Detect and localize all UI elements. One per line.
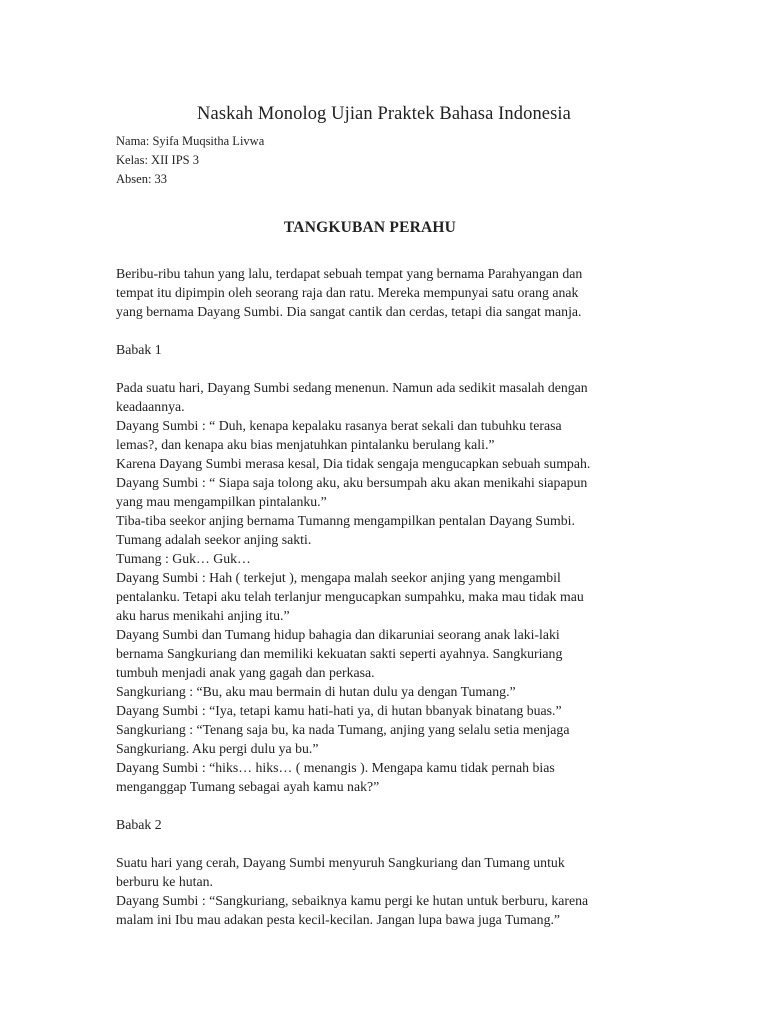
text-line: menganggap Tumang sebagai ayah kamu nak?” — [116, 779, 380, 794]
text-line: berburu ke hutan. — [116, 874, 213, 889]
text-line: Beribu-ribu tahun yang lalu, terdapat sebuah tempat yang bernama Parahyangan dan — [116, 266, 583, 281]
student-class: Kelas: XII IPS 3 — [116, 153, 199, 167]
text-line: pentalanku. Tetapi aku telah terlanjur mengucapkan sumpahku, maka mau tidak mau — [116, 589, 584, 604]
text-line: malam ini Ibu mau adakan pesta kecil-kecilan. Jangan lupa bawa juga Tumang.” — [116, 912, 561, 927]
text-line: Pada suatu hari, Dayang Sumbi sedang menenun. Namun ada sedikit masalah dengan — [116, 380, 588, 395]
text-line: lemas?, dan kenapa aku bias menjatuhkan pintalanku berulang kali.” — [116, 437, 495, 452]
text-line: Dayang Sumbi : Hah ( terkejut ), mengapa malah seekor anjing yang mengambil — [116, 570, 561, 585]
text-line: keadaannya. — [116, 399, 185, 414]
text-line: bernama Sangkuriang dan memiliki kekuatan sakti seperti ayahnya. Sangkuriang — [116, 646, 563, 661]
text-line: tempat itu dipimpin oleh seorang raja dan ratu. Mereka mempunyai satu orang anak — [116, 285, 579, 300]
text-line: yang bernama Dayang Sumbi. Dia sangat cantik dan cerdas, tetapi dia sangat manja. — [116, 304, 582, 319]
text-line: tumbuh menjadi anak yang gagah dan perkasa. — [116, 665, 375, 680]
text-line: yang mau mengampilkan pintalanku.” — [116, 494, 327, 509]
blank-line — [116, 321, 656, 340]
text-line: Sangkuriang : “Tenang saja bu, ka nada Tumang, anjing yang selalu setia menjaga — [116, 722, 570, 737]
text-line: Suatu hari yang cerah, Dayang Sumbi menyuruh Sangkuriang dan Tumang untuk — [116, 855, 565, 870]
document-title: Naskah Monolog Ujian Praktek Bahasa Indonesia — [197, 104, 571, 124]
text-line: Dayang Sumbi : “ Siapa saja tolong aku, aku bersumpah aku akan menikahi siapapun — [116, 475, 588, 490]
text-line: aku harus menikahi anjing itu.” — [116, 608, 290, 623]
text-line: Dayang Sumbi : “hiks… hiks… ( menangis ). Mengapa kamu tidak pernah bias — [116, 760, 555, 775]
text-line: Dayang Sumbi : “ Duh, kenapa kepalaku rasanya berat sekali dan tubuhku terasa — [116, 418, 562, 433]
blank-line — [116, 834, 656, 853]
text-line: Tumang : Guk… Guk… — [116, 551, 251, 566]
text-line: Tumang adalah seekor anjing sakti. — [116, 532, 312, 547]
blank-line — [116, 359, 656, 378]
text-line: Dayang Sumbi dan Tumang hidup bahagia dan dikaruniai seorang anak laki-laki — [116, 627, 560, 642]
text-line: Sangkuriang : “Bu, aku mau bermain di hutan dulu ya dengan Tumang.” — [116, 684, 516, 699]
text-line: Tiba-tiba seekor anjing bernama Tumanng mengampilkan pentalan Dayang Sumbi. — [116, 513, 575, 528]
text-line: Karena Dayang Sumbi merasa kesal, Dia tidak sengaja mengucapkan sebuah sumpah. — [116, 456, 591, 471]
story-title: TANGKUBAN PERAHU — [283, 219, 457, 236]
text-line: Babak 2 — [116, 817, 162, 832]
text-line: Dayang Sumbi : “Iya, tetapi kamu hati-hati ya, di hutan bbanyak binatang buas.” — [116, 703, 562, 718]
text-line: Babak 1 — [116, 342, 162, 357]
text-line: Sangkuriang. Aku pergi dulu ya bu.” — [116, 741, 319, 756]
story-body — [116, 264, 656, 929]
student-info — [116, 132, 264, 189]
student-absence-number: Absen: 33 — [116, 172, 168, 186]
text-line: Dayang Sumbi : “Sangkuriang, sebaiknya kamu pergi ke hutan untuk berburu, karena — [116, 893, 589, 908]
blank-line — [116, 796, 656, 815]
student-name: Nama: Syifa Muqsitha Livwa — [116, 134, 265, 148]
